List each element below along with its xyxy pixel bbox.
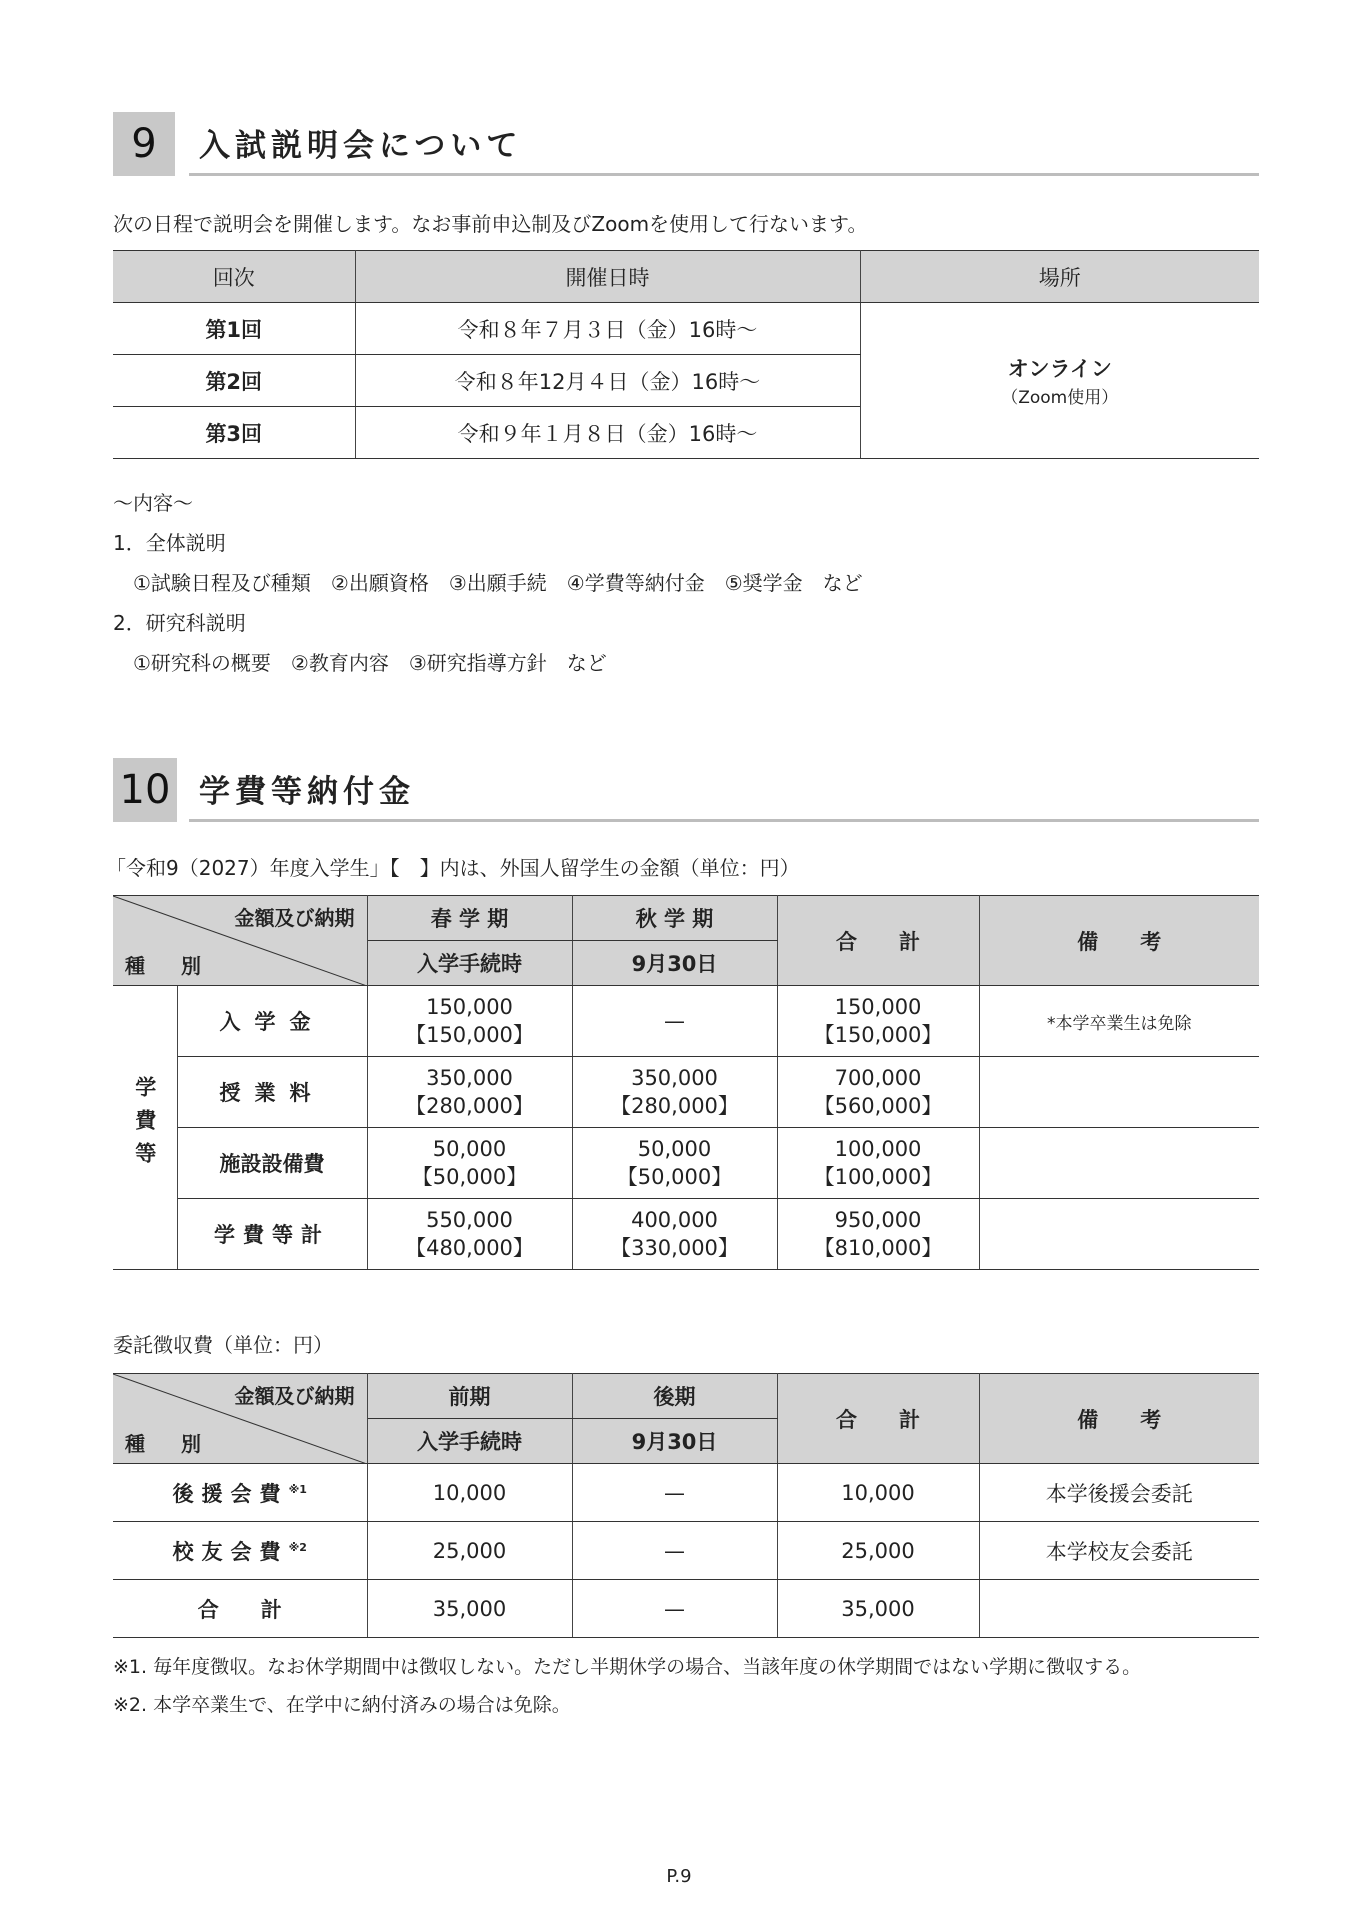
seminar-schedule-table <box>113 250 1259 459</box>
commission-cell: — <box>572 1580 777 1638</box>
section-9-intro: 次の日程で説明会を開催します。なお事前申込制及びZoomを使用して行ないます。 <box>113 212 868 236</box>
commission-row-name: 合 計 <box>113 1580 367 1638</box>
commission-cell: 10,000 <box>777 1464 979 1522</box>
header-total: 合 計 <box>777 896 979 986</box>
commission-row-name: 校友会費$^{※2}$ <box>113 1522 367 1580</box>
schedule-place <box>860 303 1259 459</box>
header-remarks: 備 考 <box>979 1374 1259 1464</box>
schedule-date-2: 令和８年12月４日（金）16時〜 <box>355 355 860 407</box>
fee-cell: 950,000 【810,000】 <box>777 1199 979 1270</box>
fee-cell: 400,000 【330,000】 <box>572 1199 777 1270</box>
fee-row-name: 施設設備費 <box>177 1128 367 1199</box>
contents-item-1-title: 1．全体説明 <box>113 531 226 555</box>
commission-remarks: 本学後援会委託 <box>979 1464 1259 1522</box>
place-sub: （Zoom使用） <box>1001 388 1119 408</box>
section-10-header <box>113 758 1259 822</box>
section-10-title: 学費等納付金 <box>199 774 415 810</box>
corner-top-label: 金額及び納期 <box>234 906 355 930</box>
fee-row-name: 入学金 <box>177 986 367 1057</box>
section-10-underline <box>189 819 1259 822</box>
tuition-fee-table <box>113 895 1259 1270</box>
place-main: オンライン <box>1007 357 1112 381</box>
commission-remarks: 本学校友会委託 <box>979 1522 1259 1580</box>
fee-group-label: 学費等 <box>113 986 177 1270</box>
schedule-round-2: 第2回 <box>113 355 355 407</box>
schedule-round-3: 第3回 <box>113 407 355 459</box>
footnote-mark: ※2 <box>288 1540 307 1554</box>
section-9-number: 9 <box>113 112 175 176</box>
header-autumn: 秋 学 期 <box>572 896 777 941</box>
footnote-mark: ※1 <box>288 1482 307 1496</box>
subheader-spring: 入学手続時 <box>367 941 572 986</box>
contents-item-1-detail: ①試験日程及び種類 ②出願資格 ③出願手続 ④学費等納付金 ⑤奨学金 など <box>133 571 863 595</box>
fee-cell: 350,000 【280,000】 <box>572 1057 777 1128</box>
fee-remarks <box>979 1128 1259 1199</box>
fee-cell: 350,000 【280,000】 <box>367 1057 572 1128</box>
page-number: P.9 <box>666 1866 692 1887</box>
subheader-first-term: 入学手続時 <box>367 1419 572 1464</box>
commission-remarks <box>979 1580 1259 1638</box>
header-spring: 春 学 期 <box>367 896 572 941</box>
fee-remarks <box>979 1057 1259 1128</box>
header-remarks: 備 考 <box>979 896 1259 986</box>
fee-row-name: 学費等計 <box>177 1199 367 1270</box>
fee-cell: 150,000 【150,000】 <box>367 986 572 1057</box>
header-total: 合 計 <box>777 1374 979 1464</box>
fee-cell: 150,000 【150,000】 <box>777 986 979 1057</box>
fee-note: 「令和9（2027）年度入学生」【 】内は、外国人留学生の金額（単位：円） <box>106 856 800 880</box>
fee-remarks <box>979 1199 1259 1270</box>
commission-cell: — <box>572 1464 777 1522</box>
fee-cell: 50,000 【50,000】 <box>367 1128 572 1199</box>
fee-row-name: 授業料 <box>177 1057 367 1128</box>
commission-cell: — <box>572 1522 777 1580</box>
schedule-round-1: 第1回 <box>113 303 355 355</box>
commission-table-corner <box>113 1374 367 1464</box>
commission-cell: 25,000 <box>777 1522 979 1580</box>
corner-bottom-label: 種 別 <box>125 1432 209 1456</box>
contents-item-2-detail: ①研究科の概要 ②教育内容 ③研究指導方針 など <box>133 651 607 675</box>
footnote-2: ※2. 本学卒業生で、在学中に納付済みの場合は免除。 <box>113 1694 571 1716</box>
commission-cell: 35,000 <box>777 1580 979 1638</box>
commission-cell: 35,000 <box>367 1580 572 1638</box>
contents-title: 〜内容〜 <box>113 491 193 515</box>
commission-cell: 10,000 <box>367 1464 572 1522</box>
corner-bottom-label: 種 別 <box>125 954 209 978</box>
fee-cell: 550,000 【480,000】 <box>367 1199 572 1270</box>
section-9-title: 入試説明会について <box>199 128 523 164</box>
corner-top-label: 金額及び納期 <box>234 1384 355 1408</box>
header-place: 場所 <box>860 251 1259 303</box>
fee-cell: 100,000 【100,000】 <box>777 1128 979 1199</box>
fee-cell: 700,000 【560,000】 <box>777 1057 979 1128</box>
subheader-second-term: 9月30日 <box>572 1419 777 1464</box>
header-round: 回次 <box>113 251 355 303</box>
schedule-date-3: 令和９年１月８日（金）16時〜 <box>355 407 860 459</box>
fee-cell: 50,000 【50,000】 <box>572 1128 777 1199</box>
header-second-term: 後期 <box>572 1374 777 1419</box>
header-first-term: 前期 <box>367 1374 572 1419</box>
fee-cell: — <box>572 986 777 1057</box>
header-datetime: 開催日時 <box>355 251 860 303</box>
fee-table-corner <box>113 896 367 986</box>
subheader-autumn: 9月30日 <box>572 941 777 986</box>
commission-title: 委託徴収費（単位：円） <box>113 1333 333 1357</box>
section-9-header <box>113 112 1259 176</box>
commission-cell: 25,000 <box>367 1522 572 1580</box>
fee-remarks: *本学卒業生は免除 <box>979 986 1259 1057</box>
section-10-number: 10 <box>113 758 177 822</box>
schedule-date-1: 令和８年７月３日（金）16時〜 <box>355 303 860 355</box>
section-9-underline <box>189 173 1259 176</box>
commission-row-name: 後援会費$^{※1}$ <box>113 1464 367 1522</box>
commission-fee-table <box>113 1373 1259 1638</box>
footnote-1: ※1. 毎年度徴収。なお休学期間中は徴収しない。ただし半期休学の場合、当該年度の休学期間ではない学期に徴収する。 <box>113 1656 1142 1678</box>
contents-item-2-title: 2．研究科説明 <box>113 611 246 635</box>
